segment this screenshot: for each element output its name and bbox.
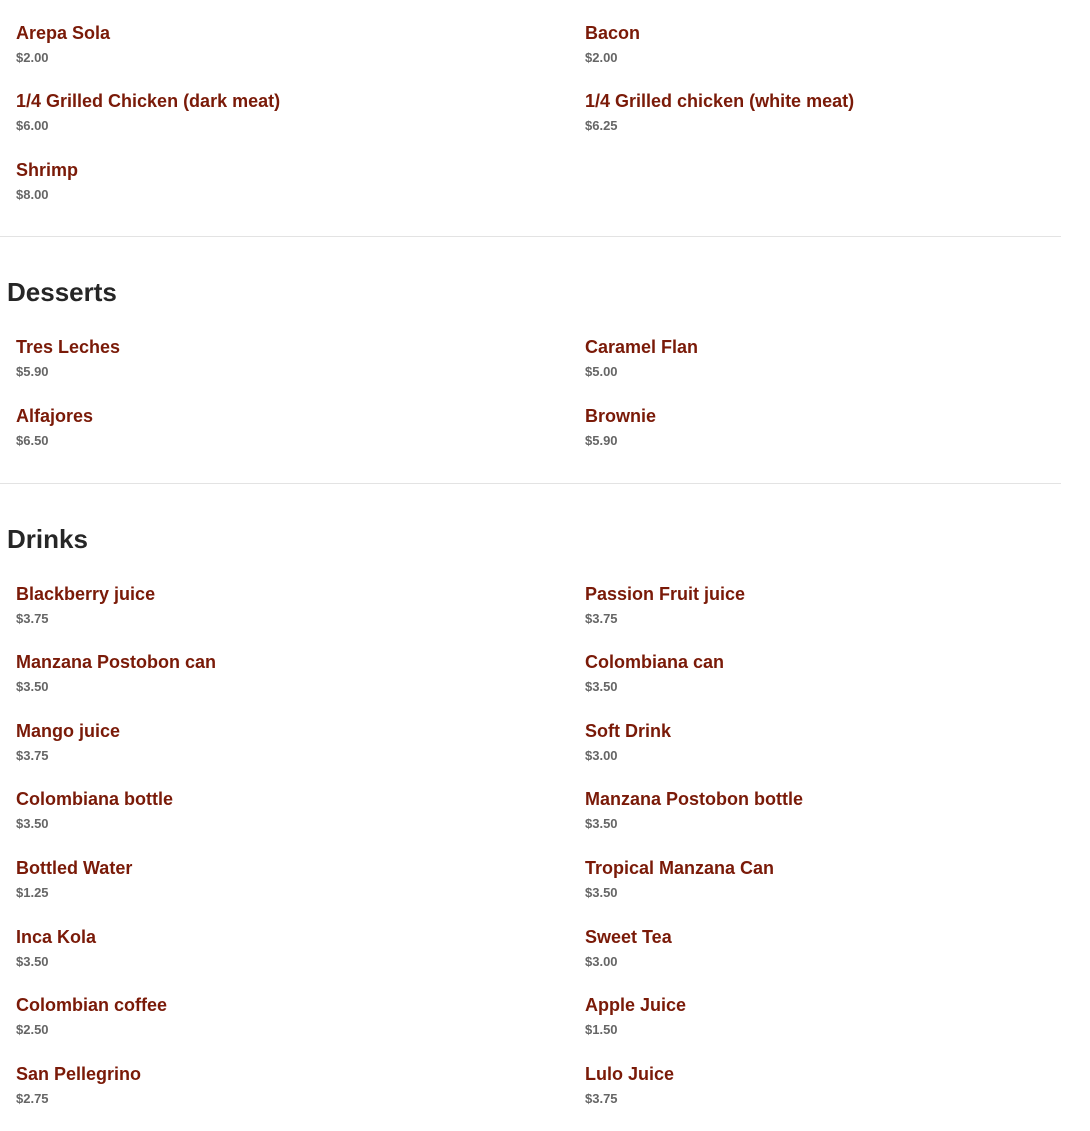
item-price: $2.50	[16, 1022, 49, 1037]
menu-item[interactable]	[585, 90, 1090, 134]
item-price: $3.50	[16, 954, 49, 969]
item-price: $6.50	[16, 433, 49, 448]
item-name: 1/4 Grilled Chicken (dark meat)	[16, 91, 281, 111]
menu-item[interactable]	[16, 583, 536, 627]
item-name: Arepa Sola	[16, 23, 111, 43]
section-divider	[0, 236, 1061, 237]
item-name: San Pellegrino	[16, 1064, 142, 1084]
item-name: Blackberry juice	[16, 584, 156, 604]
item-price: $5.00	[585, 364, 618, 379]
menu-item[interactable]	[585, 22, 1090, 66]
item-name: Alfajores	[16, 406, 94, 426]
item-name: Inca Kola	[16, 927, 97, 947]
menu-item[interactable]	[585, 405, 1090, 449]
menu-item[interactable]	[16, 1063, 536, 1107]
menu-item[interactable]	[16, 90, 536, 134]
item-name: Sweet Tea	[585, 927, 672, 947]
menu-item[interactable]	[585, 336, 1090, 380]
item-price: $6.00	[16, 118, 49, 133]
menu-item[interactable]	[16, 994, 536, 1038]
item-name: Manzana Postobon bottle	[585, 789, 803, 809]
menu-item[interactable]	[585, 788, 1090, 832]
item-price: $3.50	[16, 816, 49, 831]
section-title: Drinks	[7, 524, 88, 554]
item-price: $3.75	[585, 611, 618, 626]
item-name: Soft Drink	[585, 721, 672, 741]
item-name: Mango juice	[16, 721, 121, 741]
item-price: $3.75	[585, 1091, 618, 1106]
item-name: Colombiana can	[585, 652, 725, 672]
item-name: Passion Fruit juice	[585, 584, 746, 604]
menu-item[interactable]	[585, 926, 1090, 970]
item-name: Brownie	[585, 406, 657, 426]
item-price: $3.00	[585, 954, 618, 969]
item-name: Colombiana bottle	[16, 789, 173, 809]
item-name: Shrimp	[16, 160, 79, 180]
item-price: $2.00	[585, 50, 618, 65]
item-name: 1/4 Grilled chicken (white meat)	[585, 91, 855, 111]
item-name: Tres Leches	[16, 337, 121, 357]
item-price: $5.90	[16, 364, 49, 379]
menu-item[interactable]	[585, 1063, 1090, 1107]
section-title: Desserts	[7, 277, 117, 307]
item-price: $3.75	[16, 611, 49, 626]
item-name: Lulo Juice	[585, 1064, 675, 1084]
menu-item[interactable]	[585, 994, 1090, 1038]
item-price: $3.50	[585, 885, 618, 900]
item-name: Caramel Flan	[585, 337, 699, 357]
menu-item[interactable]	[16, 336, 536, 380]
menu-item[interactable]	[16, 405, 536, 449]
item-price: $3.75	[16, 748, 49, 763]
item-price: $3.50	[585, 679, 618, 694]
item-name: Tropical Manzana Can	[585, 858, 775, 878]
item-price: $1.50	[585, 1022, 618, 1037]
item-price: $3.00	[585, 748, 618, 763]
menu-item[interactable]	[16, 857, 536, 901]
menu-item[interactable]	[16, 926, 536, 970]
menu-item[interactable]	[585, 651, 1090, 695]
menu-item[interactable]	[585, 720, 1090, 764]
item-price: $2.00	[16, 50, 49, 65]
menu-item[interactable]	[16, 720, 536, 764]
item-price: $1.25	[16, 885, 49, 900]
item-name: Bacon	[585, 23, 641, 43]
item-price: $8.00	[16, 187, 49, 202]
menu-item[interactable]	[585, 583, 1090, 627]
item-price: $3.50	[585, 816, 618, 831]
item-price: $6.25	[585, 118, 618, 133]
item-price: $3.50	[16, 679, 49, 694]
item-name: Colombian coffee	[16, 995, 168, 1015]
menu-item[interactable]	[16, 22, 536, 66]
menu-item[interactable]	[16, 788, 536, 832]
item-price: $2.75	[16, 1091, 49, 1106]
item-name: Manzana Postobon can	[16, 652, 217, 672]
item-price: $5.90	[585, 433, 618, 448]
item-name: Bottled Water	[16, 858, 133, 878]
menu-item[interactable]	[16, 651, 536, 695]
item-name: Apple Juice	[585, 995, 687, 1015]
menu-item[interactable]	[16, 159, 536, 203]
section-divider	[0, 483, 1061, 484]
menu-item[interactable]	[585, 857, 1090, 901]
